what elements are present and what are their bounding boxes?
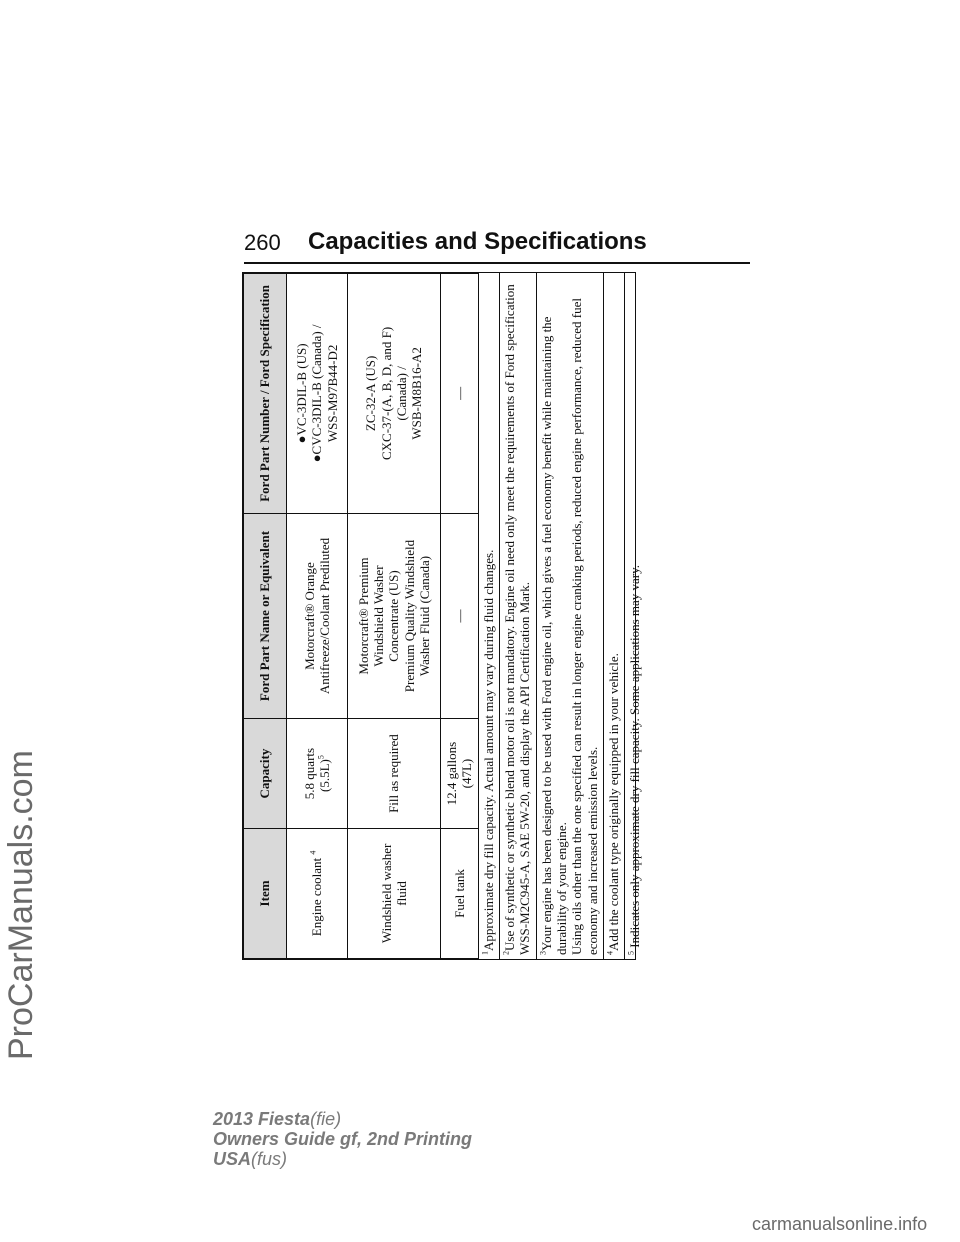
footnote-text: $^5$ Indicates only approximate dry fill capacity. Some applications may vary. bbox=[626, 564, 643, 955]
part-number-line: ●CVC-3DIL-B (Canada) / bbox=[309, 324, 325, 463]
part-name-line: Antifreeze/Coolant Prediluted bbox=[317, 537, 332, 695]
footnote-ref: 5 bbox=[316, 755, 326, 760]
column-header-part-number: Ford Part Number / Ford Specification bbox=[244, 274, 287, 514]
cell-part-number bbox=[287, 274, 348, 514]
cell-capacity bbox=[287, 719, 348, 829]
footnote-text: Using oils other than the one specified can result in longer engine cranking periods, reduced engine performance, reduced fuel economy and increased emission levels. bbox=[569, 298, 600, 955]
part-number-line: CXC-37-(A, B, D, and F) bbox=[378, 326, 394, 461]
capacity-line: 5.8 quarts bbox=[301, 747, 317, 800]
capacities-table-block bbox=[242, 272, 643, 960]
footnote bbox=[499, 273, 536, 959]
footer-market-line: USA(fus) bbox=[213, 1148, 288, 1169]
part-name-line: Concentrate (US) bbox=[386, 570, 402, 662]
footnote-number: 1 bbox=[480, 951, 490, 955]
cell-part-name bbox=[287, 513, 348, 719]
cell-part-number bbox=[348, 274, 441, 514]
column-header-item: Item bbox=[244, 828, 287, 958]
footnote bbox=[624, 273, 645, 959]
cell-item bbox=[287, 828, 348, 958]
footnote bbox=[536, 273, 603, 959]
cell-item: Windshield washer fluid bbox=[348, 828, 441, 958]
part-name-line: Premium Quality Windshield bbox=[401, 539, 417, 693]
part-name-line: Washer Fluid (Canada) bbox=[416, 555, 432, 677]
part-number-line: ZC-32-A (US) bbox=[363, 355, 379, 432]
footer-guide-line: Owners Guide gf, 2nd Printing bbox=[213, 1128, 473, 1149]
footnote-number: 4 bbox=[605, 951, 615, 955]
watermark-carmanualsonline: carmanualsonline.info bbox=[752, 1214, 928, 1234]
page-header bbox=[244, 228, 750, 264]
footnote-number: 2 bbox=[501, 951, 511, 955]
footnote-ref: 4 bbox=[309, 850, 318, 855]
footnote bbox=[603, 273, 624, 959]
part-name-line: Motorcraft® Orange bbox=[301, 562, 317, 670]
table-header-row bbox=[244, 274, 287, 959]
footnote-text: $^3$Your engine has been designed to be used with Ford engine oil, which gives a fuel economy benefit while maintaining the durability of your engine. bbox=[538, 316, 569, 955]
rotated-table-region bbox=[242, 272, 643, 960]
capacities-table bbox=[243, 273, 479, 959]
column-header-part-name: Ford Part Name or Equivalent bbox=[244, 513, 287, 719]
cell-capacity: Fill as required bbox=[348, 719, 441, 829]
part-name-line: Windshield Washer bbox=[371, 565, 386, 667]
cell-part-number: — bbox=[441, 274, 479, 514]
footnotes bbox=[479, 273, 646, 959]
footnote bbox=[479, 273, 499, 959]
capacity-line: (47L) bbox=[459, 758, 475, 789]
part-number-line: WSB-M8B16-A2 bbox=[409, 347, 425, 440]
part-number-line: WSS-M97B44-D2 bbox=[324, 344, 340, 443]
footnote-number: 3 bbox=[538, 951, 548, 955]
table-row bbox=[441, 274, 479, 959]
part-number-line: ●VC-3DIL-B (US) bbox=[294, 343, 309, 444]
footnote-text: $^2$Use of synthetic or synthetic blend motor oil is not mandatory. Engine oil need only meet the requirements of Ford specification WSS-M2C945-A, SAE 5W-20, and display the API Certification Mark. bbox=[501, 284, 533, 955]
watermark-procarmanuals: ProCarManuals.com bbox=[2, 750, 40, 1060]
part-number-line: (Canada) / bbox=[394, 366, 409, 421]
page-number: 260 bbox=[244, 230, 281, 255]
item-text: Engine coolant bbox=[309, 857, 325, 937]
footer-model-line: 2013 Fiesta(fie) bbox=[213, 1109, 342, 1129]
part-name-line: Motorcraft® Premium bbox=[355, 557, 371, 675]
cell-capacity bbox=[441, 719, 479, 829]
table-row bbox=[348, 274, 441, 959]
footnote-text: $^4$Add the coolant type originally equipped in your vehicle. bbox=[605, 653, 621, 955]
cell-part-name: — bbox=[441, 513, 479, 719]
page-title: Capacities and Specifications bbox=[308, 228, 647, 255]
cell-part-name bbox=[348, 513, 441, 719]
page-footer bbox=[213, 1110, 472, 1169]
cell-item: Fuel tank bbox=[441, 828, 479, 958]
table-row bbox=[287, 274, 348, 959]
column-header-capacity: Capacity bbox=[244, 719, 287, 829]
footnote-text: $^1$Approximate dry fill capacity. Actual amount may vary during fluid changes. bbox=[480, 549, 496, 955]
capacity-line: $(5.5L)^5$ bbox=[316, 755, 332, 792]
capacity-line: 12.4 gallons bbox=[444, 741, 459, 806]
footnote-number: 5 bbox=[626, 951, 636, 955]
